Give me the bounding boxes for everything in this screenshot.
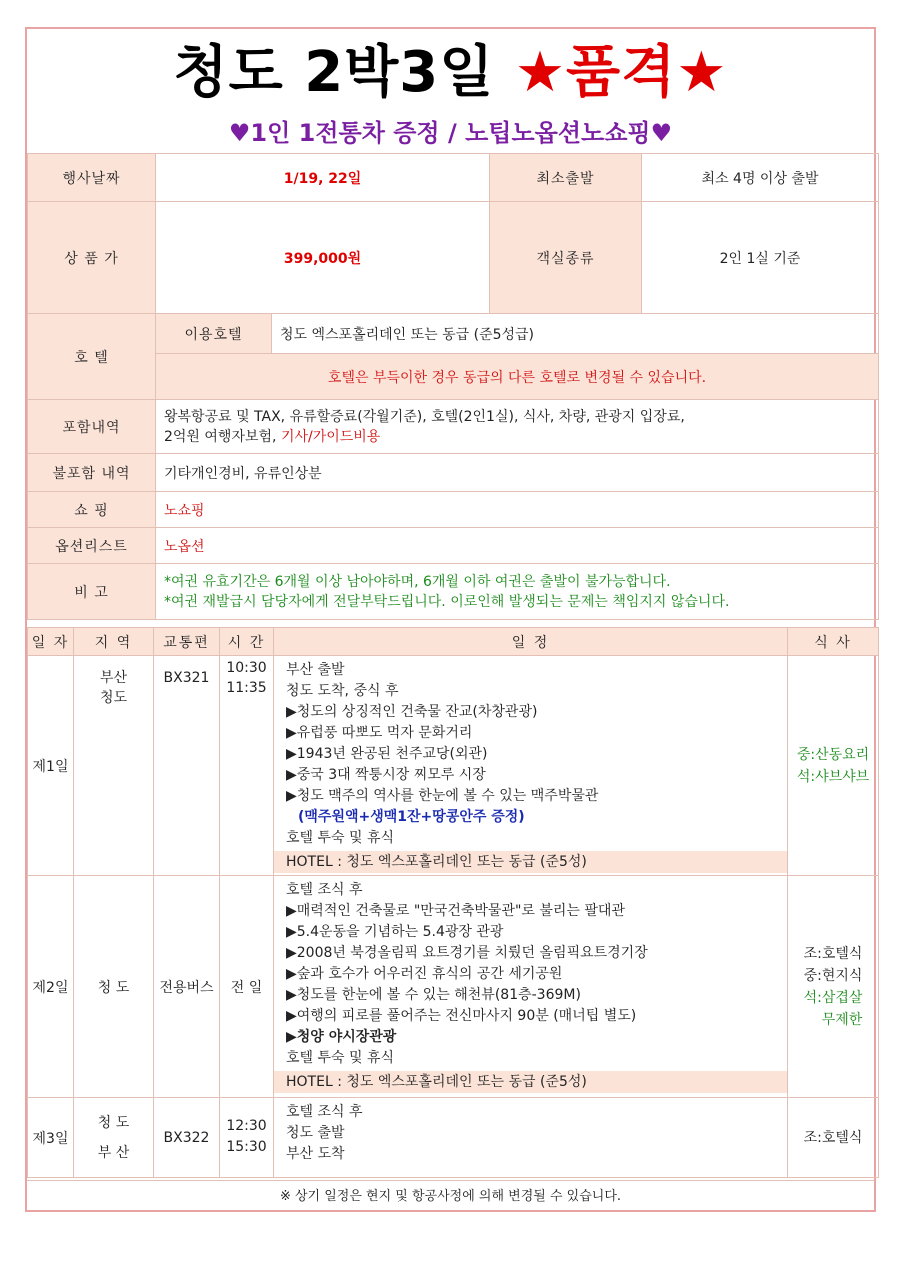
itinerary-row-day1 [28, 656, 879, 876]
day2-lunch: 중:현지식 [803, 967, 863, 984]
day1-region-from: 부산 [99, 670, 128, 686]
day2-hotel: HOTEL : 청도 엑스포홀리데인 또는 동급 (준5성) [274, 1071, 787, 1093]
note-label: 비 고 [28, 564, 156, 620]
day1-region-to: 청도 [99, 690, 128, 706]
option-value: 노옵션 [156, 528, 879, 564]
price-label: 상 품 가 [28, 202, 156, 314]
schedule-line: ▶여행의 피로를 풀어주는 전신마사지 90분 (매너팁 별도) [286, 1008, 637, 1024]
day3-region [74, 1098, 154, 1178]
schedule-line: ▶2008년 북경올림픽 요트경기를 치뤘던 올림픽요트경기장 [286, 945, 648, 961]
include-value [156, 400, 879, 454]
day2-time: 전 일 [220, 876, 274, 1098]
include-line-2-text: 2억원 여행자보험, [164, 428, 281, 445]
itinerary-header-time: 시 간 [220, 628, 274, 656]
day1-label: 제1일 [28, 656, 74, 876]
day1-meal [788, 656, 879, 876]
day3-schedule [274, 1098, 788, 1178]
day1-transport: BX321 [154, 656, 220, 876]
include-label: 포함내역 [28, 400, 156, 454]
schedule-line: ▶숲과 호수가 어우러진 휴식의 공간 세기공원 [286, 966, 563, 982]
itinerary-header-region: 지 역 [74, 628, 154, 656]
footer-notice: ※ 상기 일정은 현지 및 항공사정에 의해 변경될 수 있습니다. [27, 1180, 874, 1213]
day1-hotel: HOTEL : 청도 엑스포홀리데인 또는 동급 (준5성) [274, 851, 787, 873]
itinerary-header-meal: 식 사 [788, 628, 879, 656]
schedule-line: ▶매력적인 건축물로 "만국건축박물관"로 불리는 팔대관 [286, 903, 625, 919]
brochure-frame [25, 27, 876, 1212]
day2-dinner-extra: 무제한 [821, 1011, 863, 1028]
hotel-label: 호 텔 [28, 314, 156, 400]
schedule-line: 부산 출발 [286, 662, 345, 678]
schedule-line: ▶5.4운동을 기념하는 5.4광장 관광 [286, 924, 504, 940]
include-guide-fee: 기사/가이드비용 [280, 428, 381, 445]
day1-dinner: 석:샤브샤브 [796, 768, 870, 785]
min-departure-value: 최소 4명 이상 출발 [642, 154, 879, 202]
schedule-line: 청도 출발 [286, 1125, 345, 1141]
day3-time-arrive: 15:30 [226, 1139, 267, 1155]
shopping-label: 쇼 핑 [28, 492, 156, 528]
schedule-line: 청도 도착, 중식 후 [286, 683, 399, 699]
itinerary-table [27, 627, 879, 1178]
min-departure-label: 최소출발 [490, 154, 642, 202]
day2-transport: 전용버스 [154, 876, 220, 1098]
day3-time-depart: 12:30 [226, 1118, 267, 1134]
room-type-label: 객실종류 [490, 202, 642, 314]
itinerary-header-transport: 교통편 [154, 628, 220, 656]
hotel-notice: 호텔은 부득이한 경우 동급의 다른 호텔로 변경될 수 있습니다. [156, 354, 879, 400]
schedule-line: ▶청도 맥주의 역사를 한눈에 볼 수 있는 맥주박물관 [286, 788, 599, 804]
schedule-line: 호텔 조식 후 [286, 1104, 363, 1120]
schedule-line: 호텔 투숙 및 휴식 [286, 1050, 395, 1066]
room-type-value: 2인 1실 기준 [642, 202, 879, 314]
day1-region [74, 656, 154, 876]
day2-dinner: 석:삼겹살 [803, 989, 863, 1006]
schedule-line: ▶청도를 한눈에 볼 수 있는 해천뷰(81층-369M) [286, 987, 581, 1003]
schedule-line: 부산 도착 [286, 1146, 345, 1162]
subtitle-banner: ♥1인 1전통차 증정 / 노팁노옵션노쇼핑♥ [228, 119, 673, 147]
schedule-gift-line: (맥주원액+생맥1잔+땅콩안주 증정) [298, 809, 525, 825]
note-line-1: *여권 유효기간은 6개월 이상 남아야하며, 6개월 이하 여권은 출발이 불가능합니다. [164, 573, 671, 590]
schedule-line: ▶청양 야시장관광 [286, 1029, 397, 1045]
day1-schedule [274, 656, 788, 876]
schedule-line: 호텔 조식 후 [286, 882, 363, 898]
note-value [156, 564, 879, 620]
day1-time-depart: 10:30 [226, 660, 267, 676]
schedule-line: ▶유럽풍 따뽀도 먹자 문화거리 [286, 725, 473, 741]
itinerary-row-day3 [28, 1098, 879, 1178]
day2-label: 제2일 [28, 876, 74, 1098]
include-line-2 [164, 427, 870, 447]
exclude-label: 불포함 내역 [28, 454, 156, 492]
date-label: 행사날짜 [28, 154, 156, 202]
exclude-value: 기타개인경비, 유류인상분 [156, 454, 879, 492]
schedule-line: ▶1943년 완공된 천주교당(외관) [286, 746, 488, 762]
option-label: 옵션리스트 [28, 528, 156, 564]
day3-meal: 조:호텔식 [788, 1098, 879, 1178]
day3-label: 제3일 [28, 1098, 74, 1178]
info-table [27, 153, 879, 620]
hotel-sub-label: 이용호텔 [156, 314, 272, 354]
day2-region: 청 도 [74, 876, 154, 1098]
day3-transport: BX322 [154, 1098, 220, 1178]
itinerary-row-day2 [28, 876, 879, 1098]
day2-breakfast: 조:호텔식 [803, 945, 863, 962]
title-badge: ★품격★ [514, 40, 728, 105]
schedule-line: ▶청도의 상징적인 건축물 잔교(차창관광) [286, 704, 538, 720]
itinerary-header-day: 일 자 [28, 628, 74, 656]
date-value: 1/19, 22일 [156, 154, 490, 202]
hotel-value: 청도 엑스포홀리데인 또는 동급 (준5성급) [272, 314, 879, 354]
day3-time [220, 1098, 274, 1178]
day1-time [220, 656, 274, 876]
day1-time-arrive: 11:35 [226, 680, 267, 696]
schedule-line: 호텔 투숙 및 휴식 [286, 830, 395, 846]
day1-lunch: 중:산동요리 [796, 746, 870, 763]
title-city: 청도 2박3일 [173, 40, 495, 105]
day2-schedule [274, 876, 788, 1098]
page-title [27, 33, 874, 113]
include-line-1: 왕복항공료 및 TAX, 유류할증료(각월기준), 호텔(2인1실), 식사, 차량, 관광지 입장료, [164, 408, 685, 425]
schedule-line: ▶중국 3대 짝퉁시장 찌모루 시장 [286, 767, 486, 783]
shopping-value: 노쇼핑 [156, 492, 879, 528]
day2-meal [788, 876, 879, 1098]
note-line-2: *여권 재발급시 담당자에게 전달부탁드립니다. 이로인해 발생되는 문제는 책임지지 않습니다. [164, 593, 730, 610]
day3-region-from: 청 도 [97, 1114, 130, 1131]
itinerary-header-schedule: 일 정 [274, 628, 788, 656]
price-value: 399,000원 [156, 202, 490, 314]
day3-region-to: 부 산 [97, 1144, 130, 1161]
